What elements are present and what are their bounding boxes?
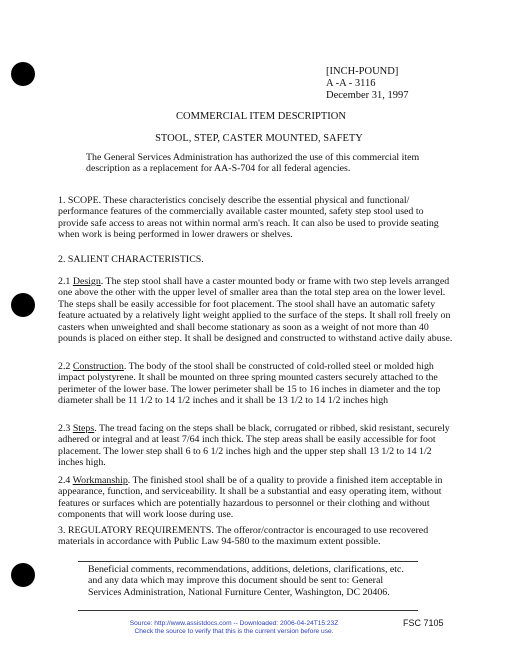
construction-paragraph [58,361,453,407]
workmanship-number: 2.4 [58,475,71,486]
design-number: 2.1 [58,276,71,287]
scope-paragraph: 1. SCOPE. These characteristics concisely describe the essential physical and functional/ performance features of the commercially available caster mounted, safety step stool used to provide safe access to areas not within normal arm's reach. It can also be used to provide seating when work is being performed in lower drawers or shelves. [58,195,439,241]
workmanship-paragraph [58,475,453,521]
steps-paragraph [58,423,453,469]
document-subtitle: STOOL, STEP, CASTER MOUNTED, SAFETY [155,133,363,144]
inch-pound-label: [INCH-POUND] [326,66,399,77]
construction-number: 2.2 [58,361,71,372]
comments-bottom-rule [78,610,418,611]
document-title: COMMERCIAL ITEM DESCRIPTION [176,111,346,122]
salient-heading: 2. SALIENT CHARACTERISTICS. [58,254,204,265]
workmanship-text: . The finished stool shall be of a quality to provide a finished item acceptable in appearance, function, and serviceability. It shall be a substantial and easy operating item, without features or surfaces which are potentially hazardous to personnel or their clothing and without components that will work loose during use. [58,475,443,521]
intro-paragraph: The General Services Administration has authorized the use of this commercial item description as a replacement for AA-S-704 for all federal agencies. [86,152,420,175]
regulatory-paragraph: 3. REGULATORY REQUIREMENTS. The offeror/contractor is encouraged to use recovered materials in accordance with Public Law 94-580 to the maximum extent possible. [58,525,429,548]
document-header-block [326,66,409,102]
steps-number: 2.3 [58,423,71,434]
document-number: A -A - 3116 [326,78,376,89]
verify-notice: Check the source to verify that this is the current version before use. [134,628,334,635]
source-link[interactable]: Source: http://www.assistdocs.com -- Downloaded: 2006-04-24T15:23Z [129,620,339,627]
punch-hole-middle [11,293,35,317]
steps-text: . The tread facing on the steps shall be black, corrugated or ribbed, skid resistant, securely adhered or integral and at least 7/64 inch thick. The step areas shall be easily accessible for foot placement. The lower step shall 6 to 6 1/2 inches high and the upper step shall 13 1/2 to 14 1/2 inches high. [58,423,450,469]
steps-heading: Steps [72,423,95,434]
design-text: . The step stool shall have a caster mounted body or frame with two step levels arranged one above the other with the upper level of smaller area than the total step area on the lower level. The steps shall be easily accessible for foot placement. The stool shall have an automatic safety feature actuated by a relatively light weight applied to the surface of the steps. It shall roll freely on casters when unweighted and shall become stationary as soon as a weight of not more than 40 pounds is placed on either step. It shall be designed and constructed to withstand active daily abuse. [58,276,453,345]
document-date: December 31, 1997 [326,90,409,101]
design-paragraph [58,276,453,344]
construction-text: . The body of the stool shall be constructed of cold-rolled steel or molded high impact polystyrene. It shall be mounted on three spring mounted casters securely attached to the perimeter of the lower base. The lower perimeter shall be 15 to 16 inches in diameter and the top diameter shall be 11 1/2 to 14 1/2 inches and it shall be 13 1/2 to 14 1/2 inches high [58,361,441,407]
comments-top-rule [78,561,418,562]
comments-box: Beneficial comments, recommendations, additions, deletions, clarifications, etc. and any data which may improve this document should be sent to: General Services Administration, National Furniture Center, Washington, DC 20406. [88,564,404,598]
workmanship-heading: Workmanship [72,475,128,486]
construction-heading: Construction [72,361,124,372]
design-heading: Design [72,276,101,287]
punch-hole-top [11,62,35,86]
punch-hole-bottom [11,563,35,587]
fsc-code: FSC 7105 [403,618,444,628]
